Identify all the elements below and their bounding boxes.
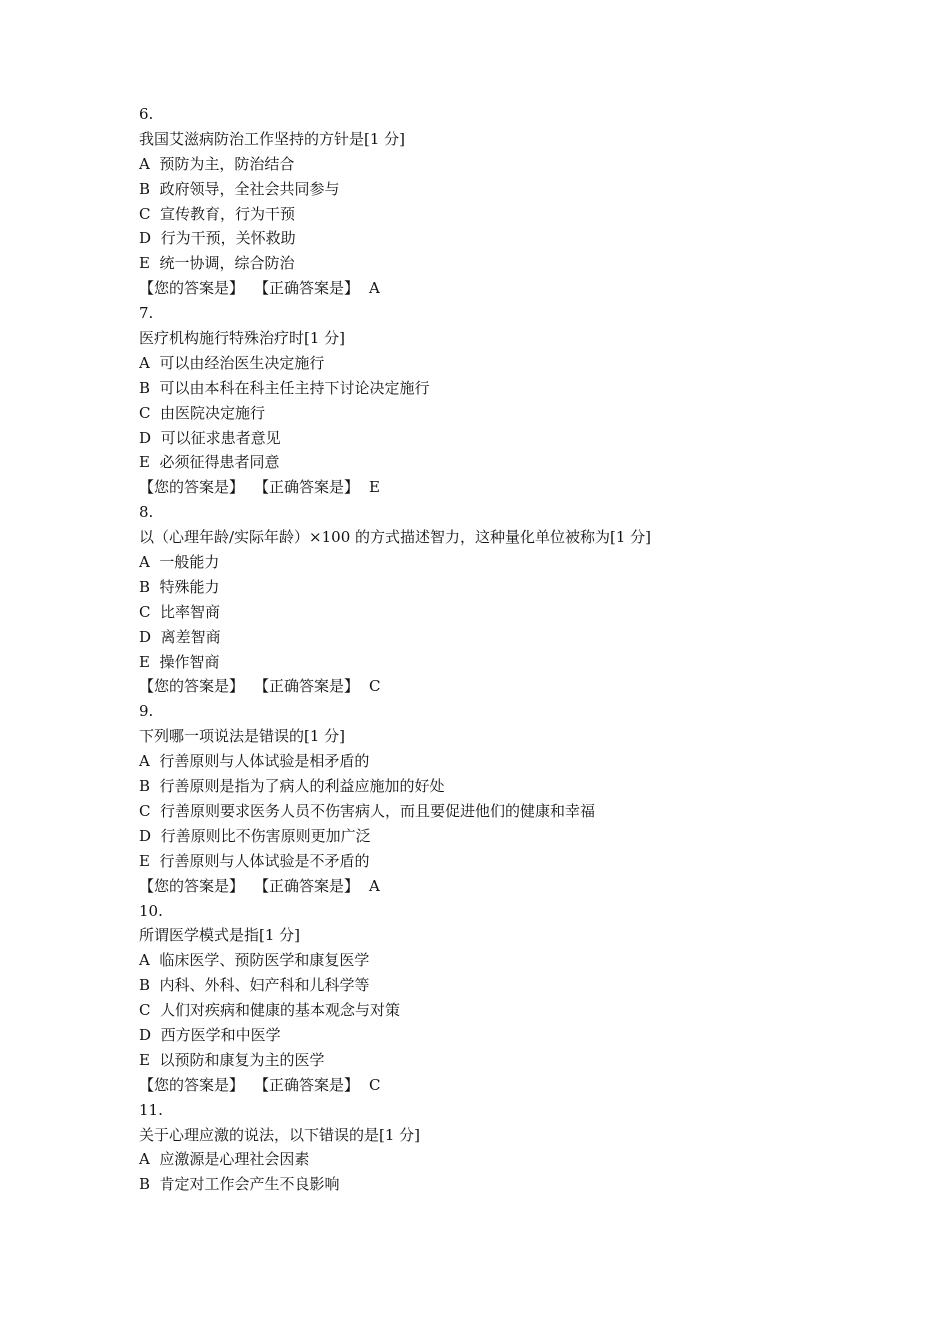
correct-answer-label: 【正确答案是】 [254, 677, 360, 696]
option-b: B 政府领导，全社会共同参与 [139, 179, 340, 198]
your-answer-label: 【您的答案是】 [139, 876, 245, 895]
option-e: E 统一协调，综合防治 [139, 254, 295, 273]
option-c: C 人们对疾病和健康的基本观念与对策 [139, 1001, 401, 1020]
question-11 [139, 1098, 899, 1198]
question-stem: 关于心理应激的说法，以下错误的是[1 分] [139, 1125, 421, 1144]
option-c: C 宣传教育，行为干预 [139, 204, 296, 223]
option-d: D 西方医学和中医学 [139, 1025, 281, 1044]
question-number: 7. [139, 304, 154, 323]
correct-answer: C [369, 677, 381, 696]
question-stem: 所谓医学模式是指[1 分] [139, 926, 301, 945]
question-7 [139, 301, 899, 500]
option-d: D 可以征求患者意见 [139, 428, 281, 447]
question-10 [139, 899, 899, 1098]
question-stem: 我国艾滋病防治工作坚持的方针是[1 分] [139, 129, 406, 148]
option-b: B 特殊能力 [139, 577, 220, 596]
answer-line [139, 674, 899, 699]
option-d: D 行善原则比不伤害原则更加广泛 [139, 826, 371, 845]
question-number: 11. [139, 1100, 163, 1119]
answer-line [139, 475, 899, 500]
option-b: B 行善原则是指为了病人的利益应施加的好处 [139, 777, 445, 796]
question-stem: 以（心理年龄/实际年龄）×100 的方式描述智力，这种量化单位被称为[1 分] [139, 528, 652, 547]
option-e: E 操作智商 [139, 652, 220, 671]
option-e: E 行善原则与人体试验是不矛盾的 [139, 851, 370, 870]
question-number: 9. [139, 702, 154, 721]
option-c: C 行善原则要求医务人员不伤害病人，而且要促进他们的健康和幸福 [139, 801, 596, 820]
correct-answer-label: 【正确答案是】 [254, 478, 360, 497]
option-c: C 由医院决定施行 [139, 403, 266, 422]
correct-answer-label: 【正确答案是】 [254, 279, 360, 298]
question-number: 10. [139, 901, 163, 920]
question-8 [139, 500, 899, 699]
document-page [139, 102, 899, 1197]
your-answer-label: 【您的答案是】 [139, 1075, 245, 1094]
option-b: B 内科、外科、妇产科和儿科学等 [139, 976, 370, 995]
option-b: B 肯定对工作会产生不良影响 [139, 1175, 340, 1194]
question-number: 8. [139, 503, 154, 522]
correct-answer: A [369, 279, 380, 298]
correct-answer-label: 【正确答案是】 [254, 876, 360, 895]
correct-answer: C [369, 1075, 381, 1094]
question-number: 6. [139, 105, 154, 123]
option-b: B 可以由本科在科主任主持下讨论决定施行 [139, 378, 430, 397]
correct-answer: E [369, 478, 380, 497]
question-9 [139, 699, 899, 898]
option-a: A 行善原则与人体试验是相矛盾的 [139, 752, 370, 771]
option-a: A 应激源是心理社会因素 [139, 1150, 310, 1169]
option-a: A 可以由经治医生决定施行 [139, 353, 325, 372]
option-d: D 离差智商 [139, 627, 221, 646]
option-a: A 临床医学、预防医学和康复医学 [139, 951, 370, 970]
answer-line [139, 1073, 899, 1098]
option-e: E 以预防和康复为主的医学 [139, 1050, 325, 1069]
your-answer-label: 【您的答案是】 [139, 279, 245, 298]
question-stem: 医疗机构施行特殊治疗时[1 分] [139, 329, 346, 348]
answer-line [139, 276, 899, 301]
option-c: C 比率智商 [139, 602, 221, 621]
answer-line [139, 874, 899, 899]
option-e: E 必须征得患者同意 [139, 453, 280, 472]
question-6 [139, 102, 899, 301]
question-stem: 下列哪一项说法是错误的[1 分] [139, 727, 346, 746]
option-a: A 预防为主，防治结合 [139, 154, 295, 173]
option-a: A 一般能力 [139, 553, 220, 572]
your-answer-label: 【您的答案是】 [139, 677, 245, 696]
your-answer-label: 【您的答案是】 [139, 478, 245, 497]
correct-answer: A [369, 876, 380, 895]
correct-answer-label: 【正确答案是】 [254, 1075, 360, 1094]
option-d: D 行为干预，关怀救助 [139, 229, 296, 248]
